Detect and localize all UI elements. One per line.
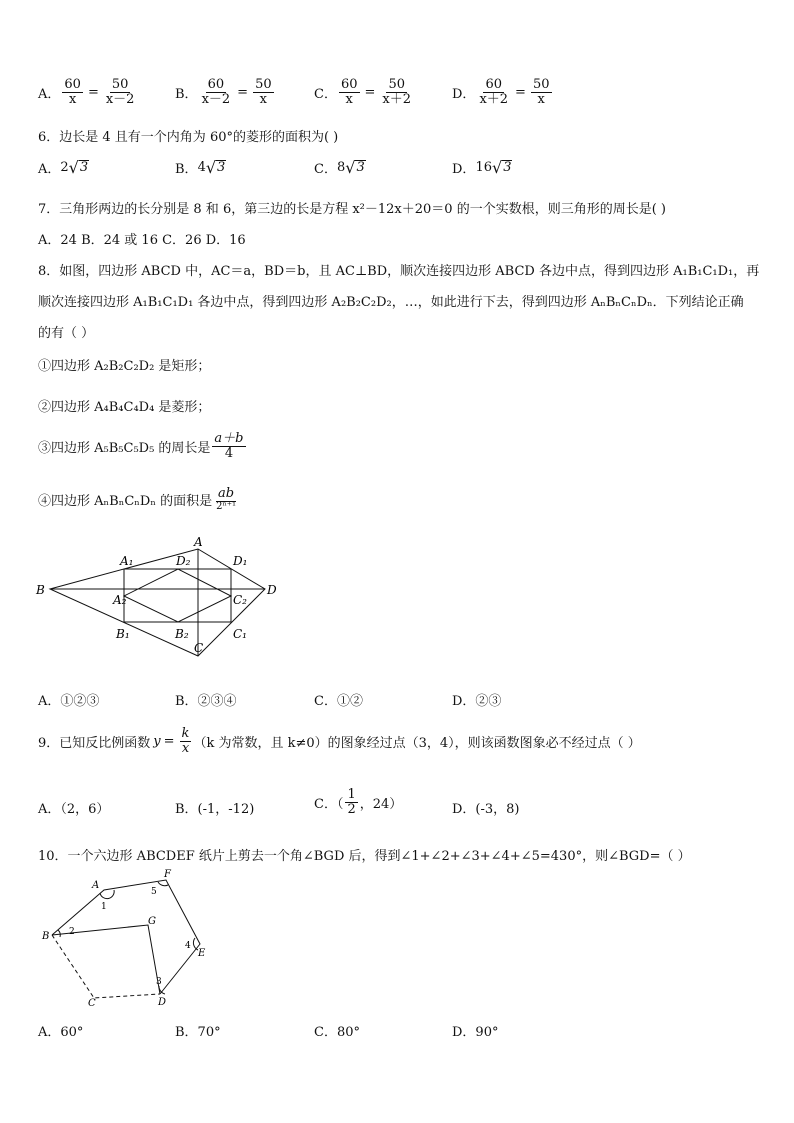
label-c: C: [194, 641, 204, 655]
q8-stem-line-1: 8．如图，四边形 ABCD 中，AC＝a，BD＝b，且 AC⊥BD，顺次连接四边形 ABCD 各边中点，得到四边形 A₁B₁C₁D₁，再: [38, 264, 760, 279]
q10-stem: 10．一个六边形 ABCDEF 纸片上剪去一个角∠BGD 后，得到∠1+∠2+∠3+∠4+∠5=430°，则∠BGD=（ ）: [38, 849, 691, 864]
label-d1: D₁: [233, 554, 248, 568]
q10-option-a: A．60°: [38, 1025, 84, 1040]
q8-quadrilateral-figure: [30, 530, 290, 660]
hex-label-a: A: [92, 880, 100, 891]
q8-stem-line-3: 的有（ ）: [38, 326, 95, 341]
q9-stem: 9．已知反比例函数 y = $\frac{k}{x}$ （k 为常数，且 k≠0）的图象经过点（3，4），则该函数图象必不经过点（ ）: [38, 726, 641, 756]
q6-option-b: B． 4 √ 3: [175, 157, 226, 177]
label-a2: A₂: [113, 593, 127, 607]
q6-option-c: C． 8 √ 3: [314, 157, 365, 177]
label-d2: D₂: [176, 554, 191, 568]
hex-label-e: E: [198, 948, 206, 959]
q8-option-a: A．①②③: [38, 694, 100, 709]
q8-statement-3: ③四边形 A₅B₅C₅D₅ 的周长是 $\frac{a+b}{4}$: [38, 431, 244, 461]
label-b1: B₁: [116, 627, 130, 641]
hexagon-solid-edges: [52, 880, 200, 994]
q6-option-a: A． 2 √ 3: [38, 157, 89, 177]
q10-option-b: B．70°: [175, 1025, 221, 1040]
q10-option-c: C．80°: [314, 1025, 360, 1040]
q5-option-a: A． $\frac{60}{x}$ = $\frac{50}{x-2}$: [38, 77, 135, 107]
q7-stem: 7．三角形两边的长分别是 8 和 6，第三边的长是方程 x²－12x＋20＝0 的一个实数根，则三角形的周长是( ): [38, 202, 666, 217]
label-c2: C₂: [233, 593, 247, 607]
angle-num-4: 4: [185, 941, 191, 951]
label-d: D: [267, 583, 277, 597]
q8-option-b: B．②③④: [175, 694, 237, 709]
q5-option-c: C． $\frac{60}{x}$ = $\frac{50}{x+2}$: [314, 77, 412, 107]
angle-num-5: 5: [151, 887, 157, 897]
q7-options: A．24 B．24 或 16 C．26 D．16: [38, 233, 246, 248]
hex-label-f: F: [164, 869, 171, 880]
hex-label-g: G: [148, 916, 156, 927]
angle-arc-5: [158, 882, 168, 886]
q8-statement-4: ④四边形 AₙBₙCₙDₙ 的面积是 $\frac{ab}{\text{2ⁿ⁺¹}}$: [38, 486, 237, 512]
label-b: B: [36, 583, 45, 597]
label-a: A: [194, 535, 203, 549]
q6-option-d: D． 16 √ 3: [452, 157, 512, 177]
angle-arc-2: [58, 930, 60, 937]
angle-num-2: 2: [69, 927, 75, 937]
q8-option-c: C．①②: [314, 694, 363, 709]
q8-statement-1: ①四边形 A₂B₂C₂D₂ 是矩形；: [38, 359, 211, 374]
q9-option-d: D．(-3，8): [452, 802, 520, 817]
quad-a1b1c1d1: [124, 569, 231, 622]
q10-hexagon-figure: [40, 868, 220, 1008]
q8-stem-line-2: 顺次连接四边形 A₁B₁C₁D₁ 各边中点，得到四边形 A₂B₂C₂D₂，…，如此进行下去，得到四边形 AₙBₙCₙDₙ．下列结论正确: [38, 295, 744, 310]
angle-num-3: 3: [156, 977, 162, 987]
q8-statement-2: ②四边形 A₄B₄C₄D₄ 是菱形；: [38, 400, 211, 415]
label-a1: A₁: [120, 554, 134, 568]
label-c1: C₁: [233, 627, 247, 641]
hex-label-b: B: [42, 931, 50, 942]
q9-option-c: C．（ $\frac{1}{2}$ ，24）: [314, 787, 403, 817]
q9-option-b: B．(-1，-12): [175, 802, 255, 817]
removed-corner-dashed: [52, 935, 160, 998]
label-b2: B₂: [175, 627, 189, 641]
q9-option-a: A．（2，6）: [38, 802, 110, 817]
q8-option-d: D．②③: [452, 694, 502, 709]
angle-num-1: 1: [101, 902, 107, 912]
quad-a2b2c2d2: [124, 569, 231, 622]
hex-label-d: D: [158, 997, 167, 1008]
q10-option-d: D．90°: [452, 1025, 499, 1040]
q5-option-b: B． $\frac{60}{x-2}$ = $\frac{50}{x}$: [175, 77, 272, 107]
hex-label-c: C: [88, 998, 96, 1008]
q6-stem: 6．边长是 4 且有一个内角为 60°的菱形的面积为( ): [38, 130, 339, 145]
q5-option-d: D． $\frac{60}{x+2}$ = $\frac{50}{x}$: [452, 77, 550, 107]
